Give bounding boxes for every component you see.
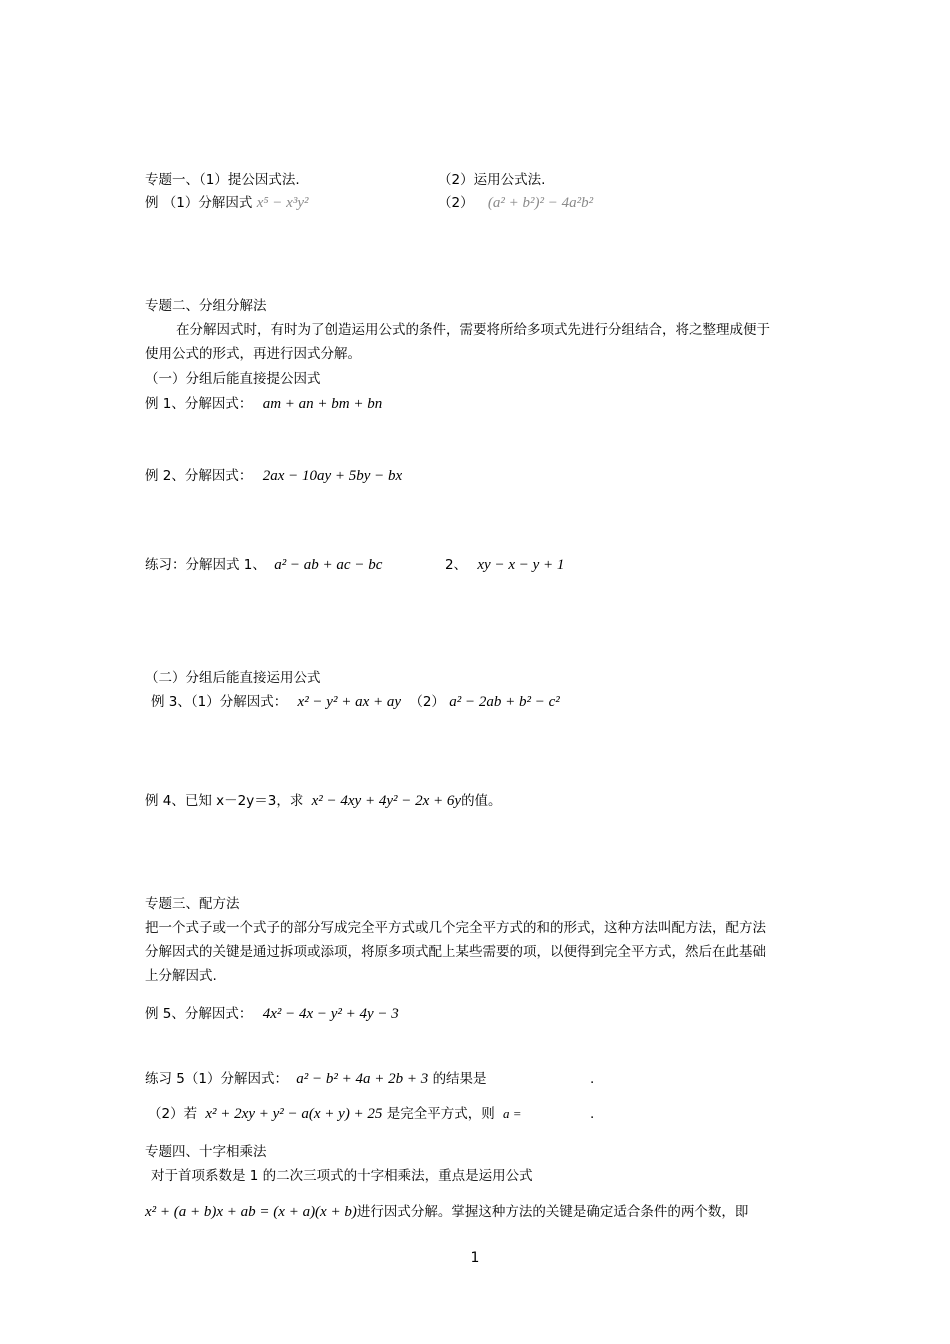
example-4-suffix: 的值。: [461, 793, 502, 809]
example-5-expression: 4x² − 4x − y² + 4y − 3: [262, 1006, 399, 1022]
section1-method2: （2）运用公式法.: [438, 172, 546, 188]
practice-label: 练习：分解因式 1、: [145, 557, 266, 573]
practice-5b-line: [148, 1105, 522, 1123]
practice-2-expression: xy − x − y + 1: [477, 557, 565, 573]
example-1-expression: am + an + bm + bn: [262, 396, 383, 412]
example-4-prefix: 例 4、已知 x－2y＝3，求: [145, 793, 304, 809]
example-3-expression-2: a² − 2ab + b² − c²: [449, 694, 560, 710]
practice-5-expression: a² − b² + 4a + 2b + 3: [296, 1071, 429, 1087]
practice-2-label: 2、: [445, 557, 468, 573]
section2-title: 专题二、分组分解法: [145, 298, 267, 314]
example-2-label: （2）: [438, 195, 474, 211]
practice-2-line: [445, 556, 564, 574]
example-1-line: [145, 395, 382, 413]
example-4-line: [145, 792, 502, 810]
section4-formula-suffix: 进行因式分解。掌握这种方法的关键是确定适合条件的两个数，即: [356, 1204, 749, 1220]
section2-intro-line2: 使用公式的形式，再进行因式分解。: [145, 346, 361, 362]
section4-formula-line: [145, 1203, 748, 1221]
practice-5-end: .: [590, 1071, 595, 1087]
example-label: 例 （1）分解因式: [145, 195, 253, 211]
example-4-expression: x² − 4xy + 4y² − 2x + 6y: [311, 793, 462, 809]
example-2b-line: [145, 467, 402, 485]
example-2-expression: (a² + b²)² − 4a²b²: [487, 195, 594, 211]
example-3-label: 例 3、（1）分解因式：: [151, 694, 288, 710]
practice-line: [145, 556, 382, 574]
example-3-expression-1: x² − y² + ax + ay: [297, 694, 402, 710]
section2-sub2: （二）分组后能直接运用公式: [145, 670, 321, 686]
example-5-line: [145, 1005, 399, 1023]
practice-5b-label: （2）若: [148, 1106, 198, 1122]
example-3-line: [151, 693, 560, 711]
section2-sub1: （一）分组后能直接提公因式: [145, 371, 321, 387]
section3-intro-line3: 上分解因式.: [145, 968, 217, 984]
section3-intro-line1: 把一个式子或一个式子的部分写成完全平方式或几个完全平方式的和的形式，这种方法叫配方法，配方法: [145, 920, 766, 936]
practice-5b-variable: a =: [503, 1106, 522, 1121]
example-expression: x⁵ − x³y²: [256, 195, 309, 211]
example-2b-expression: 2ax − 10ay + 5by − bx: [262, 468, 403, 484]
section4-formula: x² + (a + b)x + ab = (x + a)(x + b): [145, 1204, 357, 1220]
section2-intro-line1: 在分解因式时，有时为了创造运用公式的条件，需要将所给多项式先进行分组结合，将之整理成便于: [176, 322, 770, 338]
section4-intro: 对于首项系数是 1 的二次三项式的十字相乘法，重点是运用公式: [151, 1168, 533, 1184]
example-5-label: 例 5、分解因式：: [145, 1006, 253, 1022]
practice-5b-expression: x² + 2xy + y² − a(x + y) + 25: [205, 1106, 383, 1122]
practice-5b-end: .: [590, 1106, 595, 1122]
practice-5-label: 练习 5（1）分解因式：: [145, 1071, 288, 1087]
page-number: 1: [470, 1250, 480, 1266]
example-line: [145, 194, 309, 212]
practice-5-line: [145, 1070, 487, 1088]
section3-intro-line2: 分解因式的关键是通过拆项或添项，将原多项式配上某些需要的项，以便得到完全平方式，然后在此基础: [145, 944, 766, 960]
example-1-label: 例 1、分解因式：: [145, 396, 253, 412]
section1-title: 专题一、（1）提公因式法.: [145, 172, 300, 188]
example-2b-label: 例 2、分解因式：: [145, 468, 253, 484]
practice-1-expression: a² − ab + ac − bc: [274, 557, 383, 573]
practice-5b-suffix: 是完全平方式，则: [386, 1106, 495, 1122]
example-3-mid: （2）: [409, 694, 445, 710]
section4-title: 专题四、十字相乘法: [145, 1144, 267, 1160]
section3-title: 专题三、配方法: [145, 896, 240, 912]
example-2-line: [438, 194, 593, 212]
practice-5-suffix: 的结果是: [432, 1071, 487, 1087]
